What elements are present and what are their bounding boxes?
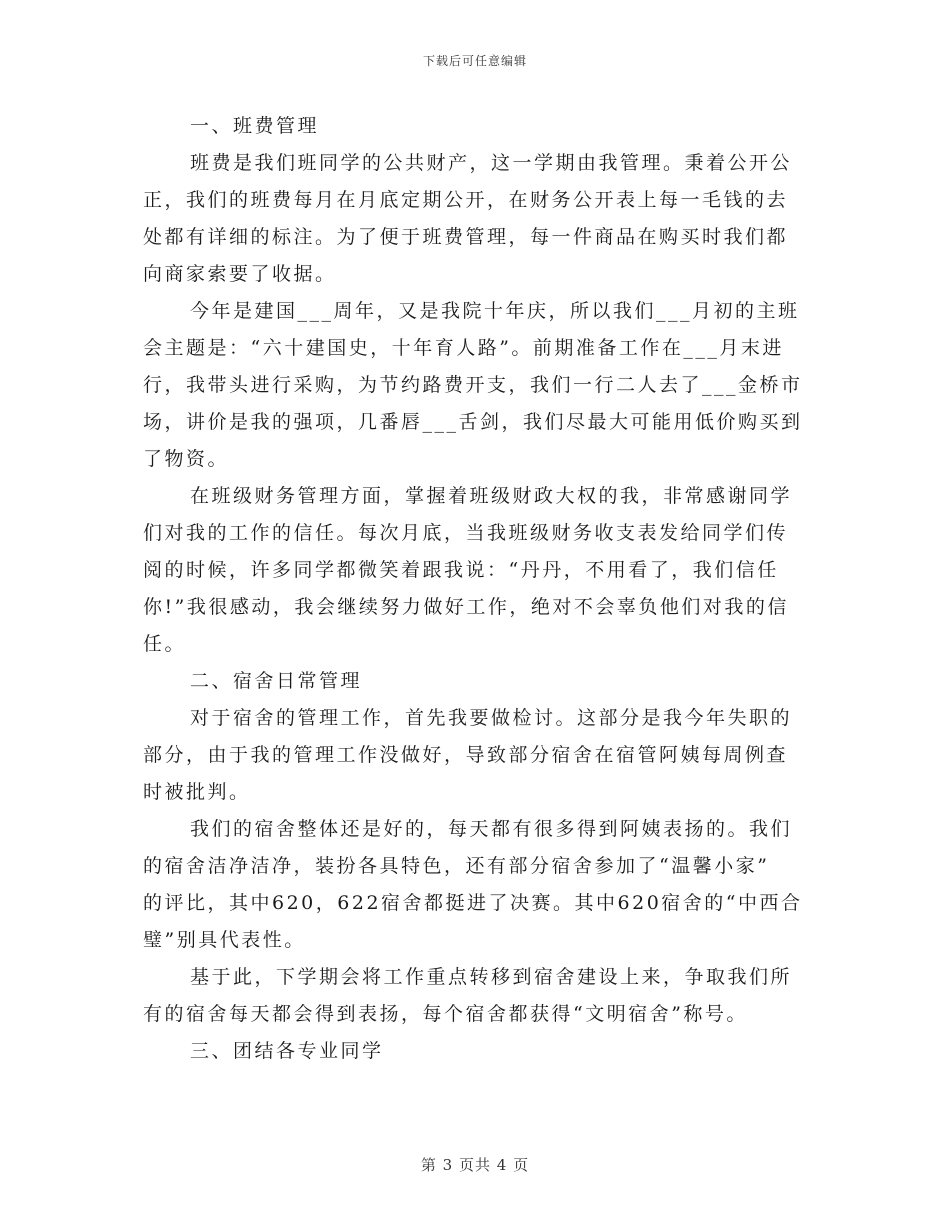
document-body — [143, 108, 808, 1070]
paragraph-line: 了物资。 — [143, 448, 230, 470]
paragraph-line: 今年是建国___周年，又是我院十年庆，所以我们___月初的主班 — [190, 300, 800, 322]
page-footer: 第 3 页共 4 页 — [420, 1156, 530, 1174]
paragraph-line: 班费是我们班同学的公共财产，这一学期由我管理。秉着公开公 — [190, 152, 793, 174]
paragraph-line: 们对我的工作的信任。每次月底，当我班级财务收支表发给同学们传 — [143, 522, 789, 544]
paragraph-line: 向商家索要了收据。 — [143, 263, 337, 285]
paragraph-line: 在班级财务管理方面，掌握着班级财政大权的我，非常感谢同学 — [190, 485, 793, 507]
paragraph-line: 的宿舍洁净洁净，装扮各具特色，还有部分宿舍参加了“温馨小家” — [143, 855, 770, 877]
paragraph-line: 对于宿舍的管理工作，首先我要做检讨。这部分是我今年失职的 — [190, 707, 793, 729]
paragraph-line: 处都有详细的标注。为了便于班费管理，每一件商品在购买时我们都 — [143, 226, 789, 248]
page-header: 下载后可任意编辑 — [422, 54, 527, 68]
paragraph-line: 任。 — [143, 633, 187, 655]
paragraph-line: 基于此，下学期会将工作重点转移到宿舍建设上来，争取我们所 — [190, 966, 793, 988]
section-heading: 二、宿舍日常管理 — [190, 670, 363, 692]
section-heading: 一、班费管理 — [190, 115, 320, 137]
paragraph-line: 时被批判。 — [143, 781, 251, 803]
paragraph-line: 部分，由于我的管理工作没做好，导致部分宿舍在宿管阿姨每周例查 — [143, 744, 789, 766]
paragraph-line: 行，我带头进行采购，为节约路费开支，我们一行二人去了___金桥市 — [143, 374, 803, 396]
paragraph-line: 正，我们的班费每月在月底定期公开，在财务公开表上每一毛钱的去 — [143, 189, 789, 211]
paragraph-line: 场，讲价是我的强项，几番唇___舌剑，我们尽最大可能用低价购买到 — [143, 411, 803, 433]
paragraph-line: 璧”别具代表性。 — [143, 929, 306, 951]
paragraph-line: 你!”我很感动，我会继续努力做好工作，绝对不会辜负他们对我的信 — [143, 596, 789, 618]
paragraph-line: 的评比，其中620，622宿舍都挺进了决赛。其中620宿舍的“中西合 — [143, 892, 803, 914]
paragraph-line: 有的宿舍每天都会得到表扬，每个宿舍都获得“文明宿舍”称号。 — [143, 1003, 748, 1025]
paragraph-line: 会主题是：“六十建国史，十年育人路”。前期准备工作在___月末进 — [143, 337, 784, 359]
section-heading: 三、团结各专业同学 — [190, 1040, 384, 1062]
paragraph-line: 阅的时候，许多同学都微笑着跟我说：“丹丹，不用看了，我们信任 — [143, 559, 779, 581]
paragraph-line: 我们的宿舍整体还是好的，每天都有很多得到阿姨表扬的。我们 — [190, 818, 793, 840]
